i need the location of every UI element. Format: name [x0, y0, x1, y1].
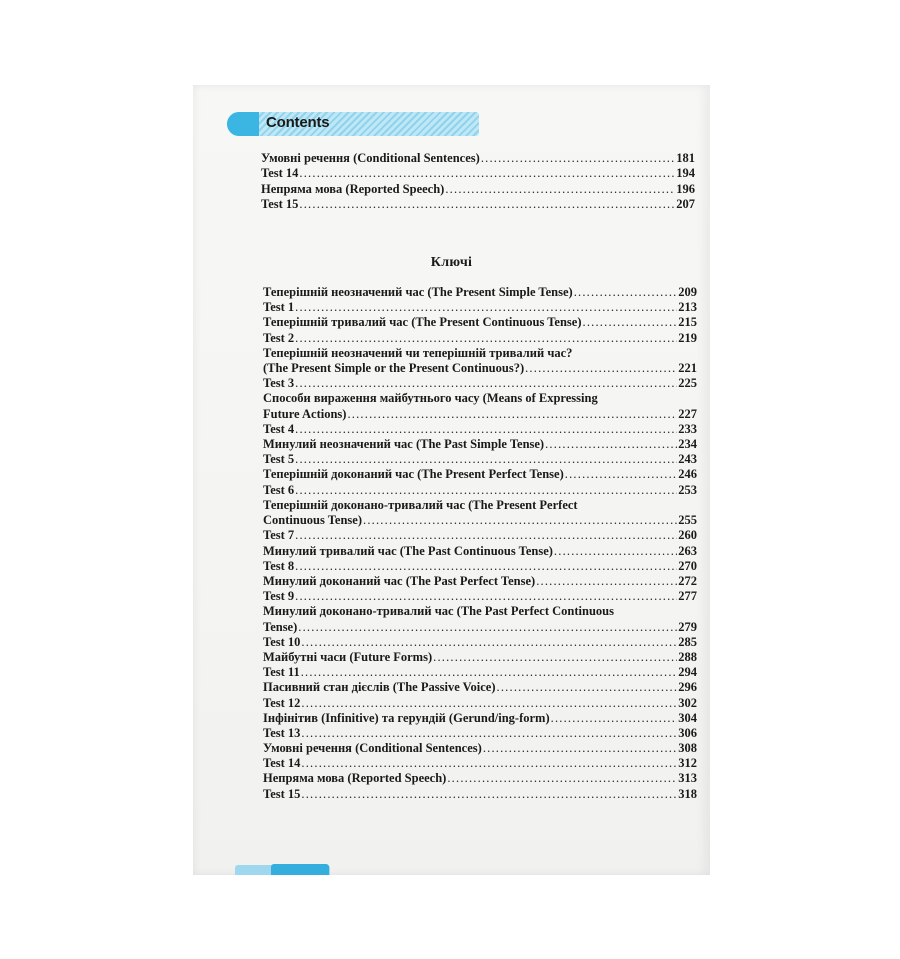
toc-entry[interactable] — [263, 665, 697, 680]
entry-title: Пасивний стан дієслів (The Passive Voice) — [263, 680, 496, 695]
entry-title: Test 8 — [263, 558, 295, 573]
toc-entry[interactable] — [263, 452, 697, 467]
entry-page: 209 — [678, 285, 697, 299]
leader-dots — [299, 197, 675, 212]
toc-entry[interactable] — [263, 483, 697, 498]
toc-entry[interactable] — [263, 680, 697, 695]
keys-section-title: Ключі — [430, 255, 473, 270]
leader-dots — [295, 528, 677, 543]
entry-title: Test 15 — [263, 786, 301, 801]
leader-dots — [551, 711, 678, 726]
entry-title: Test 7 — [263, 528, 295, 543]
entry-title: Test 11 — [263, 665, 300, 680]
entry-title: Непряма мова (Reported Speech) — [261, 181, 445, 196]
entry-page: 219 — [678, 330, 697, 345]
entry-page: 296 — [678, 680, 697, 695]
toc-entry[interactable] — [263, 771, 697, 786]
entry-page: 277 — [678, 589, 697, 604]
entry-page: 279 — [678, 619, 697, 634]
entry-page: 288 — [678, 649, 697, 664]
toc-entry[interactable] — [263, 559, 697, 574]
leader-dots — [545, 437, 677, 452]
toc-entry[interactable] — [261, 197, 695, 212]
leader-dots — [301, 665, 678, 680]
entry-title: Test 12 — [263, 695, 301, 710]
leader-dots — [301, 696, 677, 711]
entry-title: Test 4 — [263, 421, 295, 436]
entry-title: Теперішній неозначений час (The Present Simple Tense) — [263, 285, 573, 299]
entry-page: 196 — [676, 181, 695, 196]
toc-entry[interactable] — [263, 407, 697, 422]
entry-page: 304 — [678, 710, 697, 725]
page-number-tab — [271, 864, 329, 875]
leader-dots — [565, 467, 677, 482]
entry-title: Continuous Tense) — [263, 513, 362, 528]
entry-title: Test 9 — [263, 589, 295, 604]
entry-page: 294 — [678, 665, 697, 680]
entry-title-line1: Способи вираження майбутнього часу (Means of Expressing — [263, 391, 598, 406]
entry-page: 233 — [678, 421, 697, 436]
entry-title-line1: Теперішній доконано-тривалий час (The Present Perfect — [263, 497, 578, 512]
entry-title: Test 5 — [263, 452, 295, 467]
entry-title: (The Present Simple or the Present Continuous?) — [263, 361, 525, 376]
toc-entry[interactable] — [263, 422, 697, 437]
entry-page: 313 — [678, 771, 697, 786]
entry-title: Теперішній доконаний час (The Present Perfect Tense) — [263, 467, 564, 482]
entry-title: Минулий неозначений час (The Past Simple Tense) — [263, 437, 545, 452]
toc-entry[interactable] — [263, 756, 697, 771]
leader-dots — [447, 771, 677, 786]
toc-entry[interactable] — [261, 182, 695, 197]
entry-page: 181 — [676, 151, 695, 165]
header-tab — [227, 112, 259, 136]
entry-title: Test 1 — [263, 300, 295, 315]
entry-page: 260 — [678, 528, 697, 543]
entry-title: Test 2 — [263, 330, 295, 345]
leader-dots — [525, 361, 677, 376]
leader-dots — [536, 574, 677, 589]
toc-entry[interactable] — [261, 151, 695, 166]
toc-entry[interactable] — [263, 361, 697, 376]
toc-entry[interactable] — [263, 285, 697, 300]
leader-dots — [574, 285, 678, 300]
toc-entry[interactable] — [263, 315, 697, 330]
header-band — [227, 112, 479, 136]
leader-dots — [299, 166, 675, 181]
toc-entry[interactable] — [263, 696, 697, 711]
entry-title: Минулий тривалий час (The Past Continuous Tense) — [263, 543, 553, 558]
entry-page: 255 — [678, 513, 697, 528]
entry-page: 263 — [678, 543, 697, 558]
toc-entry[interactable] — [263, 620, 697, 635]
toc-entry[interactable] — [263, 635, 697, 650]
leader-dots — [363, 513, 677, 528]
entry-page: 308 — [678, 741, 697, 756]
entry-page: 221 — [678, 361, 697, 376]
entry-page: 312 — [678, 756, 697, 771]
entry-title: Tense) — [263, 619, 298, 634]
entry-title: Test 13 — [263, 725, 301, 740]
entry-title: Test 6 — [263, 482, 295, 497]
entry-page: 234 — [678, 437, 697, 452]
leader-dots — [301, 787, 677, 802]
entry-title: Інфінітив (Infinitive) та герундій (Gerund/ing-form) — [263, 710, 550, 725]
entry-title: Умовні речення (Conditional Sentences) — [261, 151, 480, 165]
toc-top-list — [261, 151, 695, 212]
entry-page: 194 — [676, 166, 695, 181]
entry-title: Test 3 — [263, 376, 295, 391]
leader-dots — [295, 559, 677, 574]
toc-entry[interactable] — [263, 574, 697, 589]
toc-entry[interactable] — [263, 650, 697, 665]
toc-entry[interactable] — [263, 467, 697, 482]
toc-entry[interactable] — [263, 331, 697, 346]
contents-heading: Contents — [266, 114, 330, 131]
leader-dots — [295, 483, 677, 498]
entry-title-line1: Минулий доконано-тривалий час (The Past Perfect Continuous — [263, 604, 614, 619]
entry-page: 227 — [678, 406, 697, 421]
leader-dots — [583, 315, 678, 330]
leader-dots — [301, 635, 677, 650]
entry-page: 285 — [678, 634, 697, 649]
entry-page: 215 — [678, 315, 697, 330]
toc-entry[interactable] — [263, 513, 697, 528]
keys-list — [263, 285, 697, 802]
entry-title: Умовні речення (Conditional Sentences) — [263, 741, 482, 756]
toc-entry[interactable] — [263, 589, 697, 604]
toc-entry[interactable] — [263, 528, 697, 543]
entry-title: Теперішній тривалий час (The Present Continuous Tense) — [263, 315, 582, 330]
entry-title: Test 14 — [261, 166, 299, 181]
entry-page: 302 — [678, 695, 697, 710]
leader-dots — [295, 331, 677, 346]
leader-dots — [295, 452, 677, 467]
entry-page: 243 — [678, 452, 697, 467]
leader-dots — [298, 620, 677, 635]
entry-page: 306 — [678, 725, 697, 740]
leader-dots — [481, 151, 675, 166]
leader-dots — [497, 680, 678, 695]
leader-dots — [347, 407, 677, 422]
leader-dots — [295, 422, 677, 437]
entry-page: 213 — [678, 300, 697, 315]
leader-dots — [301, 756, 677, 771]
leader-dots — [301, 726, 677, 741]
leader-dots — [483, 741, 677, 756]
leader-dots — [433, 650, 677, 665]
entry-title-line1: Теперішній неозначений чи теперішній тривалий час? — [263, 345, 573, 360]
leader-dots — [295, 589, 677, 604]
toc-entry[interactable] — [263, 437, 697, 452]
toc-entry[interactable] — [263, 300, 697, 315]
entry-title: Test 10 — [263, 634, 301, 649]
leader-dots — [295, 300, 677, 315]
entry-title: Минулий доконаний час (The Past Perfect Tense) — [263, 573, 536, 588]
toc-entry[interactable] — [261, 166, 695, 181]
entry-title: Future Actions) — [263, 406, 347, 421]
toc-entry[interactable] — [263, 544, 697, 559]
leader-dots — [295, 376, 677, 391]
toc-entry[interactable] — [263, 376, 697, 391]
entry-title: Непряма мова (Reported Speech) — [263, 771, 447, 786]
entry-page: 270 — [678, 558, 697, 573]
toc-entry[interactable] — [263, 741, 697, 756]
entry-title: Майбутні часи (Future Forms) — [263, 649, 433, 664]
toc-entry[interactable] — [263, 711, 697, 726]
leader-dots — [445, 182, 675, 197]
entry-title: Test 14 — [263, 756, 301, 771]
toc-entry[interactable] — [263, 787, 697, 802]
entry-page: 272 — [678, 573, 697, 588]
entry-title: Test 15 — [261, 196, 299, 211]
entry-page: 246 — [678, 467, 697, 482]
entry-page: 253 — [678, 482, 697, 497]
entry-page: 318 — [678, 786, 697, 801]
leader-dots — [554, 544, 677, 559]
entry-page: 207 — [676, 196, 695, 211]
toc-entry[interactable] — [263, 726, 697, 741]
entry-page: 225 — [678, 376, 697, 391]
book-page — [193, 85, 710, 875]
